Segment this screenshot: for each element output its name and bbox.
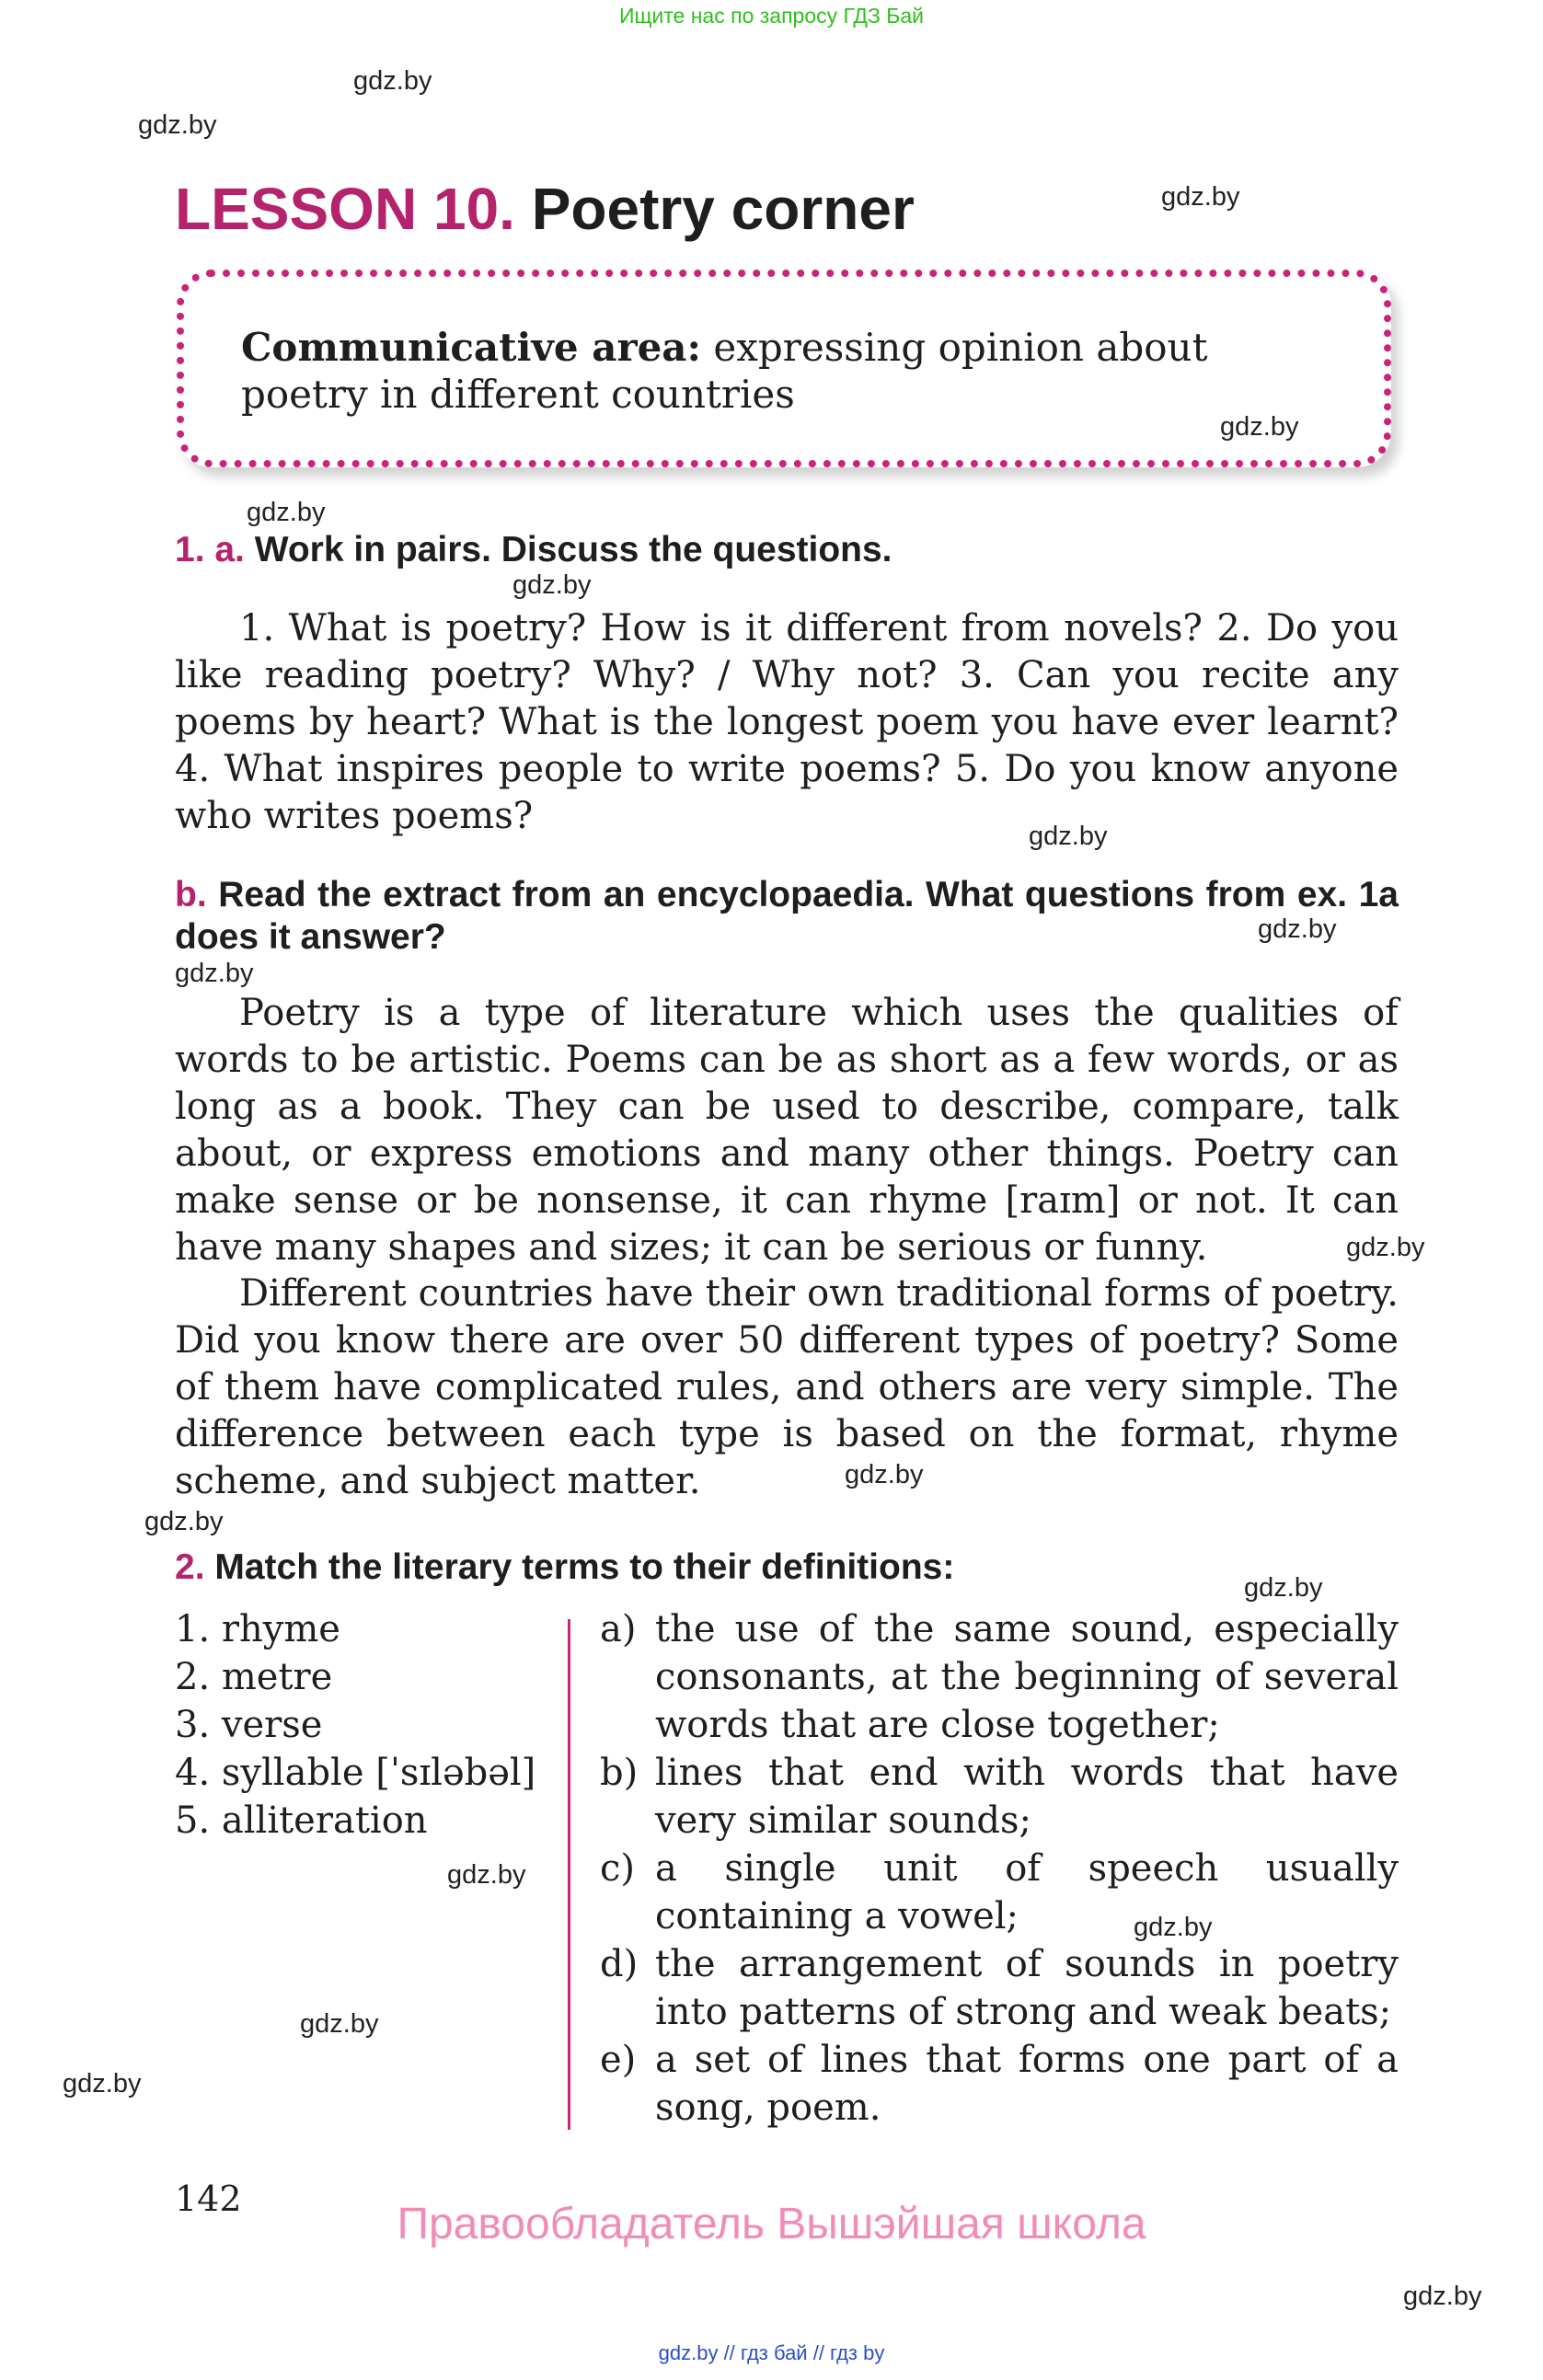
term-item: 4. syllable [ˈsɪləbəl] — [175, 1752, 536, 1794]
definition-item — [600, 1749, 1399, 1845]
watermark: gdz.by — [512, 570, 592, 600]
communicative-area-label: Communicative area: — [241, 325, 702, 370]
copyright-notice: Правообладатель Вышэйшая школа — [397, 2200, 1146, 2248]
definition-text: a single unit of speech usually containing a vowel; — [655, 1847, 1399, 1937]
watermark: gdz.by — [138, 110, 217, 140]
task-2-number: 2. — [175, 1547, 205, 1587]
task-2-heading — [175, 1547, 954, 1588]
definition-letter: a) — [600, 1608, 637, 1650]
watermark: gdz.by — [1029, 822, 1108, 851]
column-divider — [568, 1619, 570, 2130]
definition-text: lines that end with words that have very similar sounds; — [655, 1752, 1399, 1842]
watermark: gdz.by — [247, 498, 326, 527]
footer-links[interactable]: gdz.by // гдз бай // гдз by — [658, 2341, 885, 2364]
task-1a-heading — [175, 530, 892, 570]
task-2-instruction: Match the literary terms to their definitions: — [214, 1547, 955, 1587]
definitions-list — [600, 1605, 1399, 2132]
encyclopaedia-paragraph-1: Poetry is a type of literature which uses the qualities of words to be artistic. Poems can be as short as a few words, or as long as a book. They can be used to describe, compare, talk about, or express emotions and many other things. Poetry can make sense or be nonsense, it can rhyme [raɪm] or not. It can have many shapes and sizes; it can be serious or funny. — [175, 992, 1399, 1269]
top-search-link[interactable]: Ищите нас по запросу ГДЗ Бай — [618, 4, 925, 28]
encyclopaedia-paragraph-2: Different countries have their own traditional forms of poetry. Did you know there are over 50 different types of poetry? Some of them have complicated rules, and others are very simple. The difference between each type is based on the format, rhyme scheme, and subject matter. — [175, 1272, 1399, 1502]
watermark: gdz.by — [1220, 412, 1299, 442]
watermark: gdz.by — [63, 2069, 142, 2098]
watermark: gdz.by — [300, 2009, 379, 2039]
definition-item — [600, 1605, 1399, 1749]
watermark: gdz.by — [1258, 914, 1337, 944]
communicative-area — [241, 324, 1345, 418]
watermark: gdz.by — [1134, 1913, 1213, 1942]
lesson-name: Poetry corner — [531, 176, 915, 242]
lesson-number: LESSON 10. — [175, 176, 515, 242]
definition-text: the use of the same sound, especially consonants, at the beginning of several words that are close together; — [655, 1608, 1399, 1746]
watermark: gdz.by — [144, 1507, 224, 1536]
task-1b-heading — [175, 874, 1399, 959]
definition-letter: d) — [600, 1943, 639, 1985]
definition-letter: b) — [600, 1752, 639, 1794]
term-item: 1. rhyme — [175, 1608, 340, 1650]
lesson-title — [175, 175, 915, 243]
watermark: gdz.by — [845, 1460, 924, 1489]
task-1a-number: 1. a. — [175, 530, 245, 569]
communicative-area-text: expressing opinion about poetry in different countries — [241, 325, 1208, 417]
watermark: gdz.by — [1244, 1573, 1323, 1603]
task-1a-questions: 1. What is poetry? How is it different from novels? 2. Do you like reading poetry? Why? / Why not? 3. Can you recite any poems by heart? What is the longest poem you have ever learnt? 4. What inspires people to write poems? 5. Do you know anyone who writes poems? — [175, 607, 1399, 837]
definition-letter: c) — [600, 1847, 636, 1890]
terms-list — [175, 1605, 570, 1845]
definition-item — [600, 1845, 1399, 1940]
task-1b-instruction: Read the extract from an encyclopaedia. What questions from ex. 1a does it answer? — [175, 875, 1399, 957]
term-item: 2. metre — [175, 1656, 333, 1698]
definition-letter: e) — [600, 2039, 637, 2081]
watermark: gdz.by — [1346, 1233, 1425, 1262]
definition-item — [600, 1940, 1399, 2036]
term-item: 5. alliteration — [175, 1799, 428, 1842]
watermark: gdz.by — [353, 66, 432, 96]
task-1a-instruction: Work in pairs. Discuss the questions. — [254, 530, 892, 569]
definition-item — [600, 2036, 1399, 2132]
watermark: gdz.by — [1161, 182, 1240, 212]
definition-text: the arrangement of sounds in poetry into patterns of strong and weak beats; — [655, 1943, 1399, 2033]
task-1b-letter: b. — [175, 875, 207, 914]
watermark: gdz.by — [447, 1860, 526, 1890]
watermark: gdz.by — [1403, 2282, 1482, 2311]
term-item: 3. verse — [175, 1704, 323, 1746]
definition-text: a set of lines that forms one part of a song, poem. — [655, 2039, 1399, 2129]
watermark: gdz.by — [175, 959, 254, 988]
page-number: 142 — [175, 2179, 242, 2219]
